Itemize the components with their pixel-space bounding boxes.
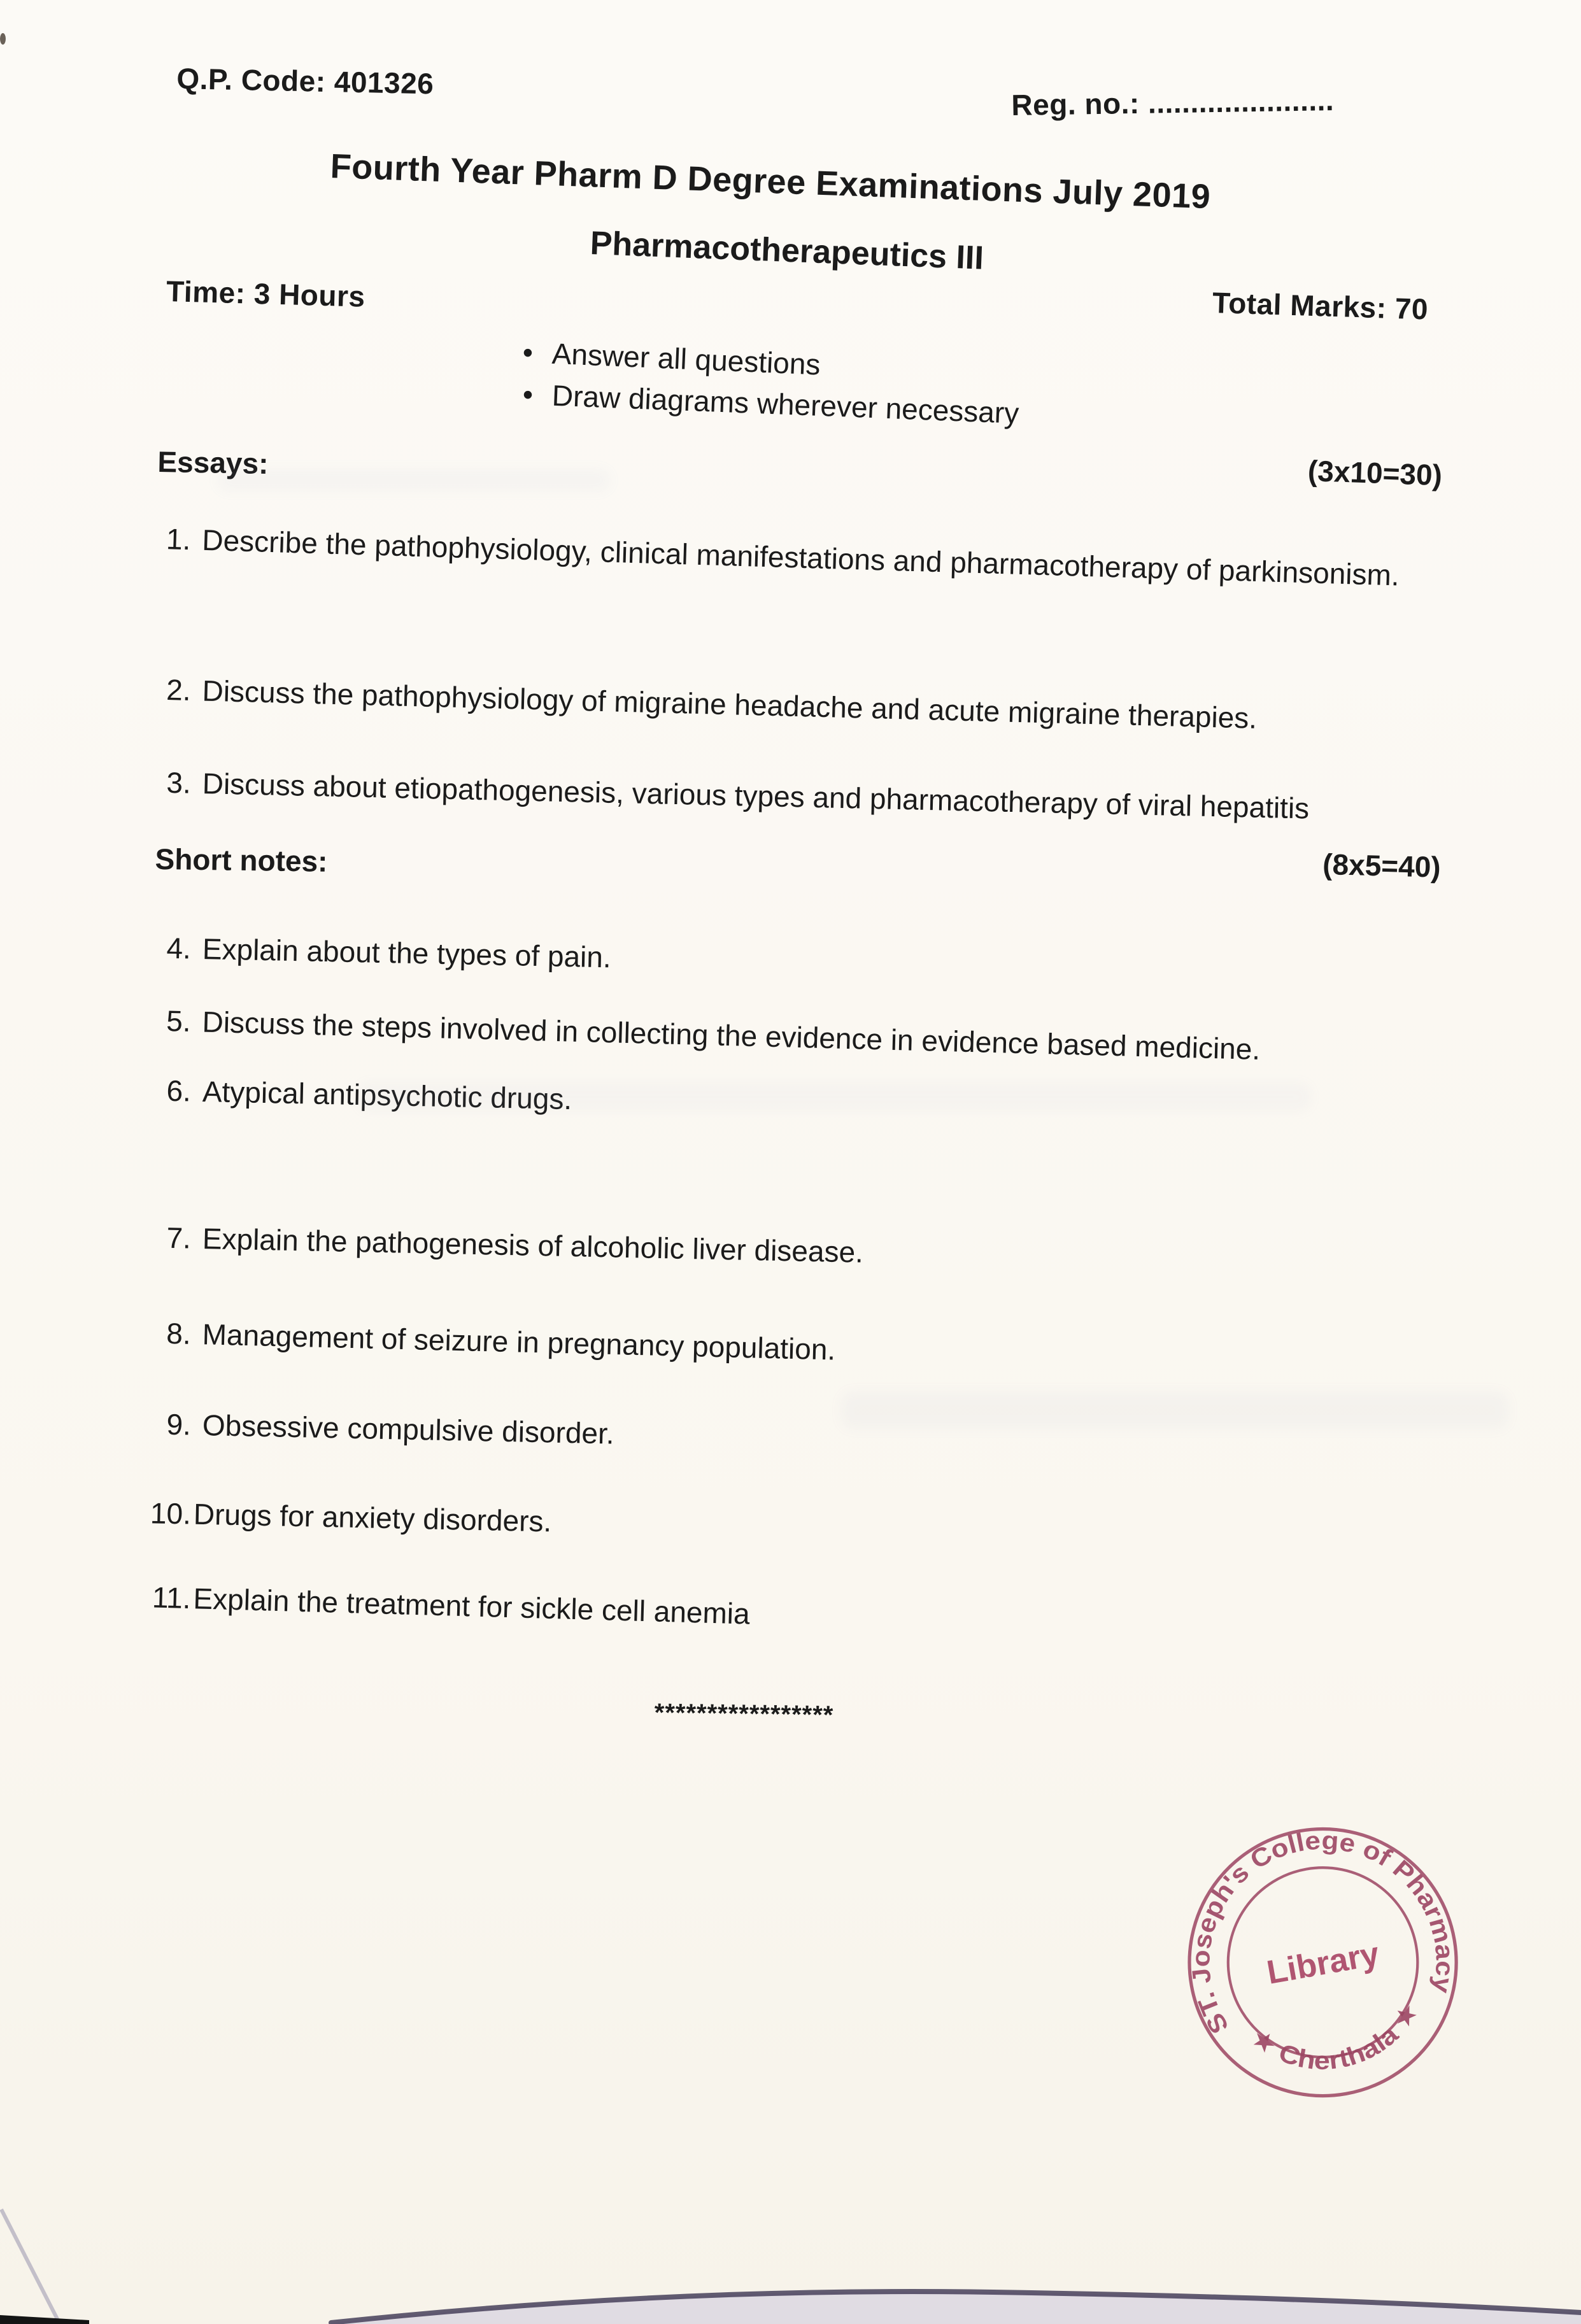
- question-text: Explain the treatment for sickle cell anemia: [192, 1582, 751, 1631]
- exam-title: Fourth Year Pharm D Degree Examinations July 2019: [329, 146, 1212, 216]
- question-text: Drugs for anxiety disorders.: [193, 1497, 552, 1538]
- question-number: 10.: [150, 1496, 192, 1531]
- bullet-icon: •: [521, 377, 534, 411]
- question-row: [141, 506, 1412, 608]
- ghost-showthrough: [216, 468, 611, 492]
- question-row: [141, 657, 1258, 751]
- question-number: 2.: [166, 672, 192, 707]
- stamp-arc-bottom-text: ★ Cherthala ★: [1245, 2000, 1423, 2075]
- question-number: 1.: [166, 522, 192, 556]
- svg-text:ST. Joseph's College of Pharma: [1165, 1805, 1466, 2041]
- question-number: 8.: [166, 1316, 192, 1350]
- stamp-arc-top-text: ST. Joseph's College of Pharmacy: [1187, 1826, 1459, 2039]
- question-number: 11.: [152, 1580, 192, 1615]
- question-row: [142, 1301, 837, 1382]
- separator-asterisks: *****************: [654, 1699, 834, 1729]
- section-marks-short-notes: (8x5=40): [1322, 847, 1442, 884]
- instruction-item: [522, 377, 1019, 430]
- question-text: Atypical antipsychotic drugs.: [202, 1074, 572, 1116]
- question-row: [142, 1481, 552, 1554]
- question-number: 4.: [166, 931, 192, 965]
- question-row: [142, 750, 1310, 841]
- question-text: Obsessive compulsive disorder.: [202, 1408, 615, 1450]
- question-number: 9.: [166, 1407, 192, 1442]
- question-number: 3.: [166, 765, 192, 800]
- scan-artifact-bottom-edge: [0, 2197, 1581, 2324]
- library-stamp: [1161, 1800, 1486, 2128]
- exam-subtitle: Pharmacotherapeutics III: [589, 224, 984, 277]
- question-text: Explain about the types of pain.: [202, 932, 612, 974]
- stamp-center-text: Library: [1264, 1935, 1382, 1992]
- ghost-showthrough: [357, 1082, 1312, 1112]
- question-number: 7.: [166, 1221, 192, 1255]
- instruction-text: Draw diagrams wherever necessary: [551, 378, 1020, 430]
- section-marks-essays: (3x10=30): [1307, 453, 1443, 492]
- bullet-icon: •: [521, 335, 534, 369]
- question-text: Describe the pathophysiology, clinical manifestations and pharmacotherapy of parkinsonism.: [201, 523, 1400, 592]
- total-marks: Total Marks: 70: [1212, 285, 1429, 326]
- question-row: [142, 1392, 615, 1466]
- time-allowed: Time: 3 Hours: [166, 274, 366, 313]
- question-text: Explain the pathogenesis of alcoholic liver disease.: [202, 1221, 864, 1269]
- question-number: 5.: [166, 1003, 192, 1038]
- question-row: [142, 916, 612, 990]
- scan-artifact-speck: [0, 33, 6, 45]
- question-text: Management of seizure in pregnancy population.: [202, 1317, 836, 1366]
- section-heading-short-notes: Short notes:: [155, 842, 328, 878]
- question-row: [141, 1565, 751, 1647]
- question-text: Discuss the steps involved in collecting the evidence in evidence based medicine.: [201, 1005, 1261, 1066]
- instruction-text: Answer all questions: [551, 336, 821, 381]
- question-row: [142, 1205, 864, 1285]
- question-text: Discuss about etiopathogenesis, various types and pharmacotherapy of viral hepatitis: [202, 767, 1310, 825]
- instruction-item: [522, 335, 821, 382]
- question-text: Discuss the pathophysiology of migraine headache and acute migraine therapies.: [201, 674, 1258, 735]
- reg-no: Reg. no.: ......................: [1011, 83, 1335, 122]
- section-heading-essays: Essays:: [157, 444, 269, 481]
- question-number: 6.: [166, 1073, 192, 1108]
- ghost-showthrough: [840, 1391, 1509, 1429]
- svg-text:★ Cherthala ★: [1242, 1994, 1432, 2089]
- qp-code: Q.P. Code: 401326: [176, 61, 434, 101]
